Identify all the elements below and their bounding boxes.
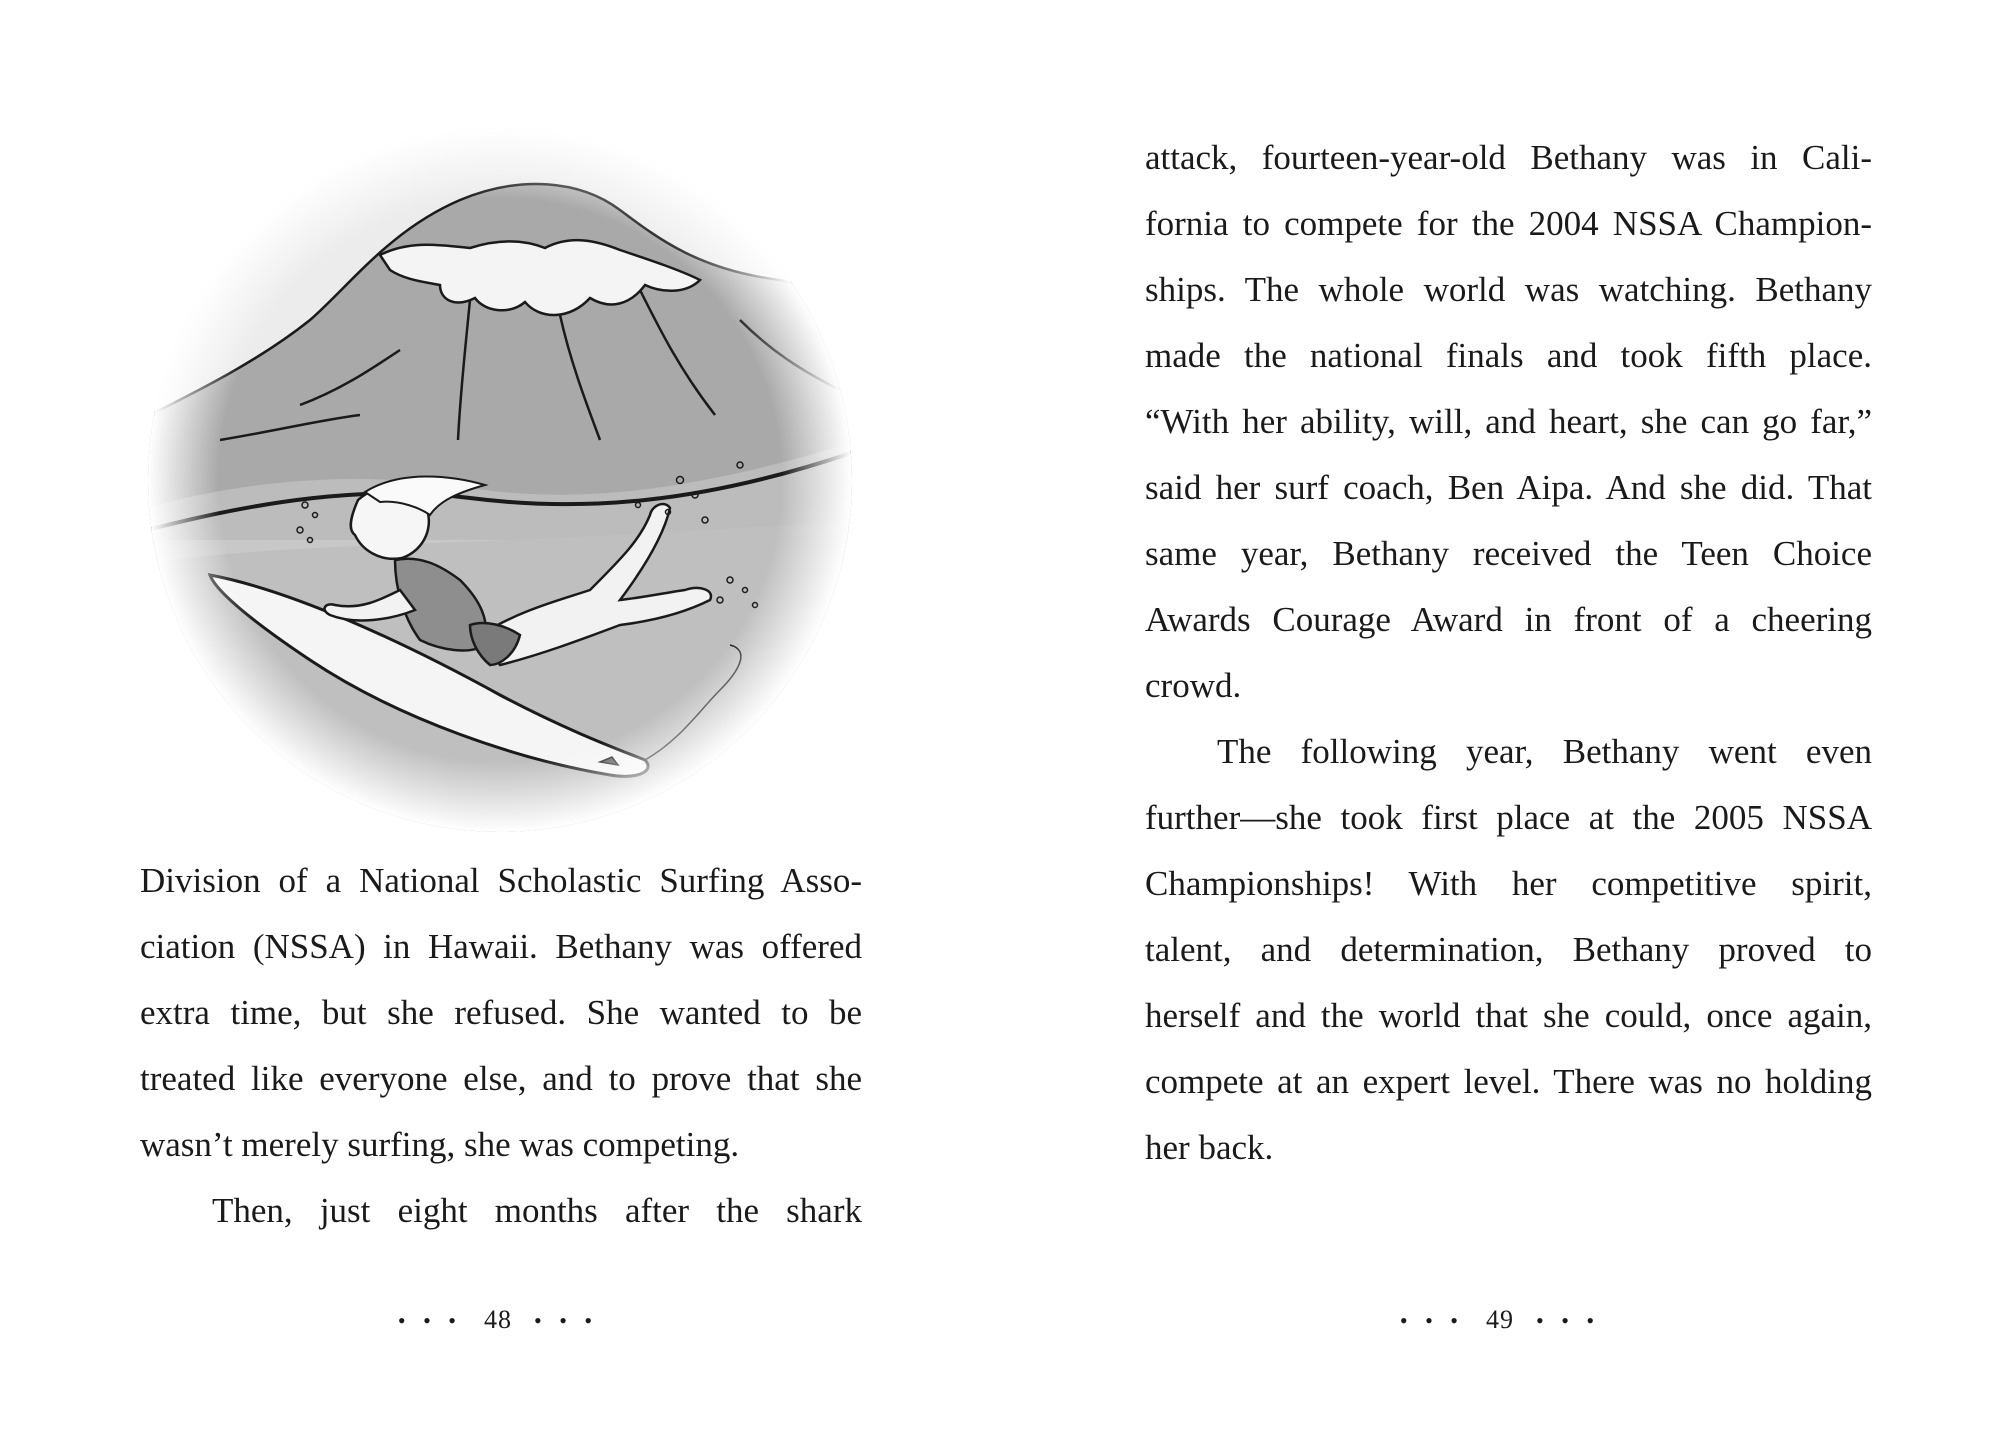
page-number-left (0, 1305, 998, 1335)
right-page-text (1145, 125, 1872, 1181)
text-line: ciation (NSSA) in Hawaii. Bethany was offered (140, 927, 862, 966)
text-line: talent, and determination, Bethany proved to (1145, 930, 1872, 969)
text-line: Then, just eight months after the shark (212, 1191, 862, 1230)
text-line: ships. The whole world was watching. Bethany (1145, 270, 1872, 309)
page-ornament: • • • (534, 1308, 599, 1333)
page-ornament: • • • (1536, 1308, 1601, 1333)
text-line: same year, Bethany received the Teen Choice (1145, 534, 1872, 573)
text-line: Championships! With her competitive spirit, (1145, 864, 1872, 903)
left-page-text (140, 848, 862, 1244)
text-line: “With her ability, will, and heart, she can go far,” (1145, 402, 1872, 441)
text-line: attack, fourteen-year-old Bethany was in Cali- (1145, 138, 1872, 177)
text-line: Awards Courage Award in front of a cheering (1145, 600, 1872, 639)
text-line: her back. (1145, 1128, 1274, 1167)
page-number-right (1000, 1305, 2000, 1335)
page-number: 49 (1486, 1305, 1514, 1334)
illustration-vignette (148, 128, 852, 832)
page-ornament: • • • (1399, 1308, 1464, 1333)
text-line: extra time, but she refused. She wanted to be (140, 993, 862, 1032)
text-line: treated like everyone else, and to prove that she (140, 1059, 862, 1098)
text-line: made the national finals and took fifth place. (1145, 336, 1872, 375)
text-line: compete at an expert level. There was no holding (1145, 1062, 1872, 1101)
text-line: fornia to compete for the 2004 NSSA Champion- (1145, 204, 1872, 243)
text-line: wasn’t merely surfing, she was competing. (140, 1125, 740, 1164)
surfer-illustration (140, 120, 860, 840)
text-line: said her surf coach, Ben Aipa. And she did. That (1145, 468, 1872, 507)
text-line: crowd. (1145, 666, 1242, 705)
page-number: 48 (484, 1305, 512, 1334)
page-ornament: • • • (397, 1308, 462, 1333)
text-line: Division of a National Scholastic Surfing Asso- (140, 861, 862, 900)
right-page (1000, 0, 2000, 1435)
text-line: herself and the world that she could, once again, (1145, 996, 1872, 1035)
text-line: The following year, Bethany went even (1217, 732, 1872, 771)
text-line: further—she took first place at the 2005 NSSA (1145, 798, 1872, 837)
